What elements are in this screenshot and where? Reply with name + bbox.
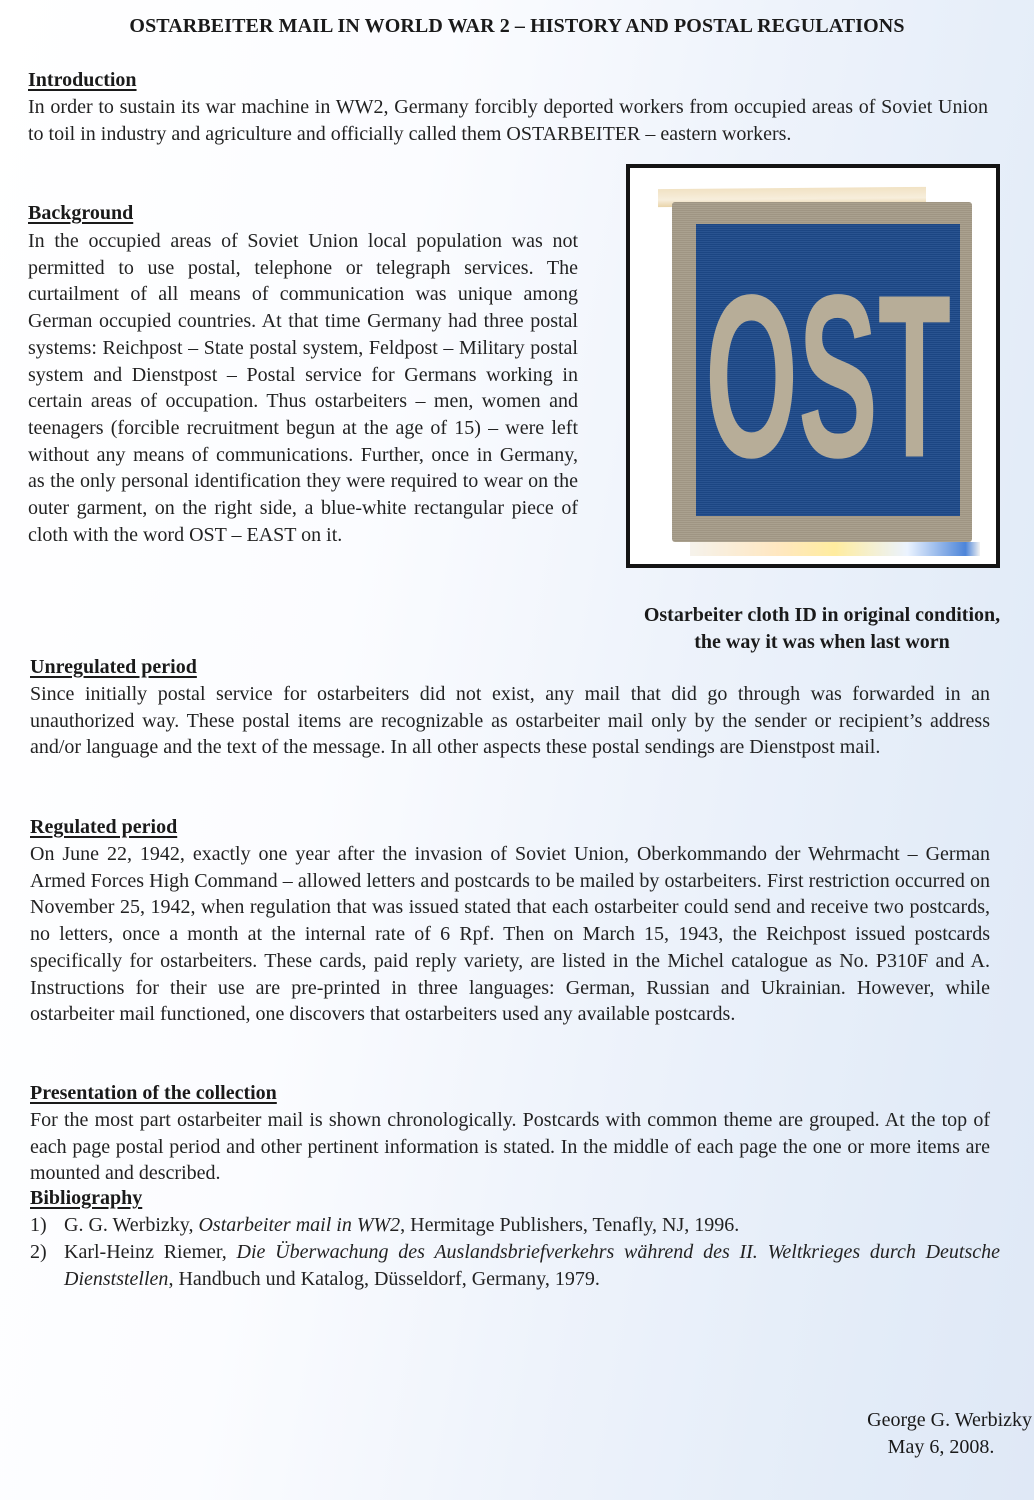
bibliography-title: Ostarbeiter mail in WW2 bbox=[198, 1214, 401, 1236]
presentation-text: For the most part ostarbeiter mail is shown chronologically. Postcards with common theme are grouped. At the top of each page postal period and other pertinent information is stated. In the middle of each page the one or more items are mounted and described. bbox=[30, 1109, 990, 1185]
unregulated-heading: Unregulated period bbox=[30, 656, 197, 678]
author-name: George G. Werbizky bbox=[867, 1409, 1032, 1431]
cloth-id-photo bbox=[660, 188, 984, 560]
background-heading: Background bbox=[28, 202, 134, 224]
bibliography-number: 2) bbox=[30, 1241, 47, 1263]
bibliography-heading: Bibliography bbox=[30, 1187, 143, 1209]
regulated-text: On June 22, 1942, exactly one year after the invasion of Soviet Union, Oberkommando der Wehrmacht – German Armed Forces High Command – allowed letters and postcards to be mailed by ostarbeiters. First restriction occurred on November 25, 1942, when regulation that was issued stated that each ostarbeiter could send and receive two postcards, no letters, once a month at the internal rate of 6 Rpf. Then on March 15, 1943, the Reichpost issued postcards specifically for ostarbeiters. These cards, paid reply variety, are listed in the Michel catalogue as No. P310F and A. Instructions for their use are pre-printed in three languages: German, Russian and Ukrainian. However, while ostarbeiter mail functioned, one discovers that ostarbeiters used any available postcards. bbox=[30, 843, 990, 1026]
bibliography-author: G. G. Werbizky, bbox=[64, 1214, 199, 1236]
unregulated-text: Since initially postal service for ostarbeiters did not exist, any mail that did go through was forwarded in an unauthorized way. These postal items are recognizable as ostarbeiter mail only by the sender or recipient’s address and/or language and the text of the message. In all other aspects these postal sendings are Dienstpost mail. bbox=[30, 683, 990, 759]
caption-line-2: the way it was when last worn bbox=[694, 631, 950, 653]
signature-block bbox=[800, 1407, 1034, 1461]
cloth-id-photo-frame bbox=[626, 164, 1000, 568]
presentation-heading: Presentation of the collection bbox=[30, 1082, 277, 1104]
ost-lettering bbox=[696, 224, 960, 516]
ost-blue-field bbox=[696, 224, 960, 516]
figure-caption bbox=[610, 602, 1034, 656]
ost-cloth-patch bbox=[672, 202, 972, 542]
introduction-text: In order to sustain its war machine in WW2, Germany forcibly deported workers from occupied areas of Soviet Union to toil in industry and agriculture and officially called them OSTARBEITER – eastern workers. bbox=[28, 96, 988, 145]
caption-line-1: Ostarbeiter cloth ID in original condition, bbox=[643, 604, 1001, 626]
introduction-heading: Introduction bbox=[28, 69, 137, 91]
bibliography-publisher: , Handbuch und Katalog, Düsseldorf, Germany, 1979. bbox=[168, 1268, 600, 1290]
bibliography-item bbox=[30, 1239, 1000, 1293]
bibliography-author: Karl-Heinz Riemer, bbox=[64, 1241, 237, 1263]
bibliography-list bbox=[30, 1212, 1000, 1293]
bibliography-title: Die Überwachung des Auslandsbriefverkehrs während des II. Weltkrieges durch Deutsche Dienststellen bbox=[64, 1241, 1000, 1290]
mount-sleeve-reflection bbox=[690, 542, 980, 556]
bibliography-publisher: , Hermitage Publishers, Tenafly, NJ, 1996. bbox=[400, 1214, 740, 1236]
bibliography-number: 1) bbox=[30, 1214, 47, 1236]
regulated-heading: Regulated period bbox=[30, 816, 178, 838]
signature-date: May 6, 2008. bbox=[887, 1436, 995, 1458]
bibliography-item bbox=[30, 1212, 1000, 1239]
page-title: OSTARBEITER MAIL IN WORLD WAR 2 – HISTORY AND POSTAL REGULATIONS bbox=[129, 15, 905, 37]
background-text: In the occupied areas of Soviet Union local population was not permitted to use postal, telephone or telegraph services. The curtailment of all means of communication was unique among German occupied countries. At that time Germany had three postal systems: Reichpost – State postal system, Feldpost – Military postal system and Dienstpost – Postal service for Germans working in certain areas of occupation. Thus ostarbeiters – men, women and teenagers (forcible recruitment begun at the age of 15) – were left without any means of communications. Further, once in Germany, as the only personal identification they were required to wear on the outer garment, on the right side, a blue-white rectangular piece of cloth with the word OST – EAST on it. bbox=[28, 230, 578, 546]
ost-letters: OST bbox=[705, 247, 951, 507]
